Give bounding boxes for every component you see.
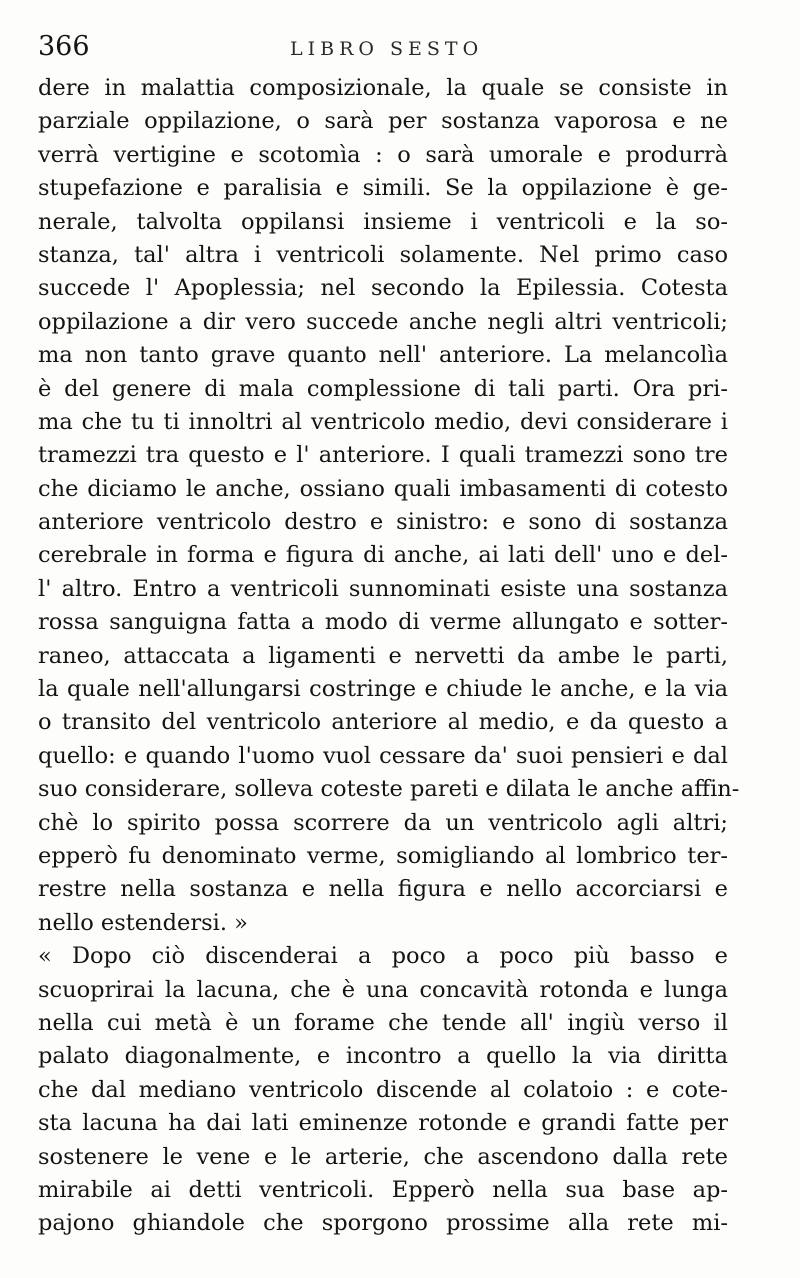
text-line: che diciamo le anche, ossiano quali imbasamenti di cotesto [38, 475, 728, 502]
text-line: stupefazione e paralisia e simili. Se la oppilazione è ge- [38, 175, 728, 202]
text-line: restre nella sostanza e nella figura e nello accorciarsi e [38, 876, 728, 903]
text-line: la quale nell'allungarsi costringe e chiude le anche, e la via [38, 676, 728, 703]
text-line: che dal mediano ventricolo discende al colatoio : e cote- [38, 1076, 728, 1103]
text-line: succede l' Apoplessia; nel secondo la Epilessia. Cotesta [38, 275, 728, 302]
text-line: suo considerare, solleva coteste pareti e dilata le anche affin- [38, 776, 740, 803]
text-line: scuoprirai la lacuna, che è una concavità rotonda e lunga [38, 976, 728, 1003]
page-number: 366 [38, 31, 90, 62]
running-head [38, 30, 738, 64]
text-line: o transito del ventricolo anteriore al medio, e da questo a [38, 709, 728, 736]
text-line: ma non tanto grave quanto nell' anteriore. La melancolìa [38, 342, 728, 369]
text-line: cerebrale in forma e figura di anche, ai lati dell' uno e del- [38, 542, 728, 569]
text-line: sostenere le vene e le arterie, che ascendono dalla rete [38, 1143, 728, 1170]
text-line: parziale oppilazione, o sarà per sostanza vaporosa e ne [38, 108, 728, 135]
text-line: pajono ghiandole che sporgono prossime alla rete mi- [38, 1210, 728, 1237]
text-line: sta lacuna ha dai lati eminenze rotonde e grandi fatte per [38, 1110, 728, 1137]
text-line: nella cui metà è un forame che tende all' ingiù verso il [38, 1009, 728, 1036]
text-line: quello: e quando l'uomo vuol cessare da' suoi pensieri e dal [38, 742, 728, 769]
text-line: chè lo spirito possa scorrere da un ventricolo agli altri; [38, 809, 728, 836]
text-line: oppilazione a dir vero succede anche negli altri ventricoli; [38, 308, 728, 335]
text-line: verrà vertigine e scotomìa : o sarà umorale e produrrà [38, 141, 728, 168]
text-line: « Dopo ciò discenderai a poco a poco più basso e [38, 943, 728, 970]
text-line: tramezzi tra questo e l' anteriore. I quali tramezzi sono tre [38, 442, 728, 469]
text-line-paragraph-end: nello estendersi. » [38, 909, 248, 936]
text-line: stanza, tal' altra i ventricoli solamente. Nel primo caso [38, 241, 728, 268]
text-line: rossa sanguigna fatta a modo di verme allungato e sotter- [38, 609, 728, 636]
text-line: l' altro. Entro a ventricoli sunnominati esiste una sostanza [38, 575, 728, 602]
text-line: palato diagonalmente, e incontro a quello la via diritta [38, 1043, 728, 1070]
running-title: LIBRO SESTO [290, 38, 484, 60]
text-line: ma che tu ti innoltri al ventricolo medio, devi considerare i [38, 408, 728, 435]
text-line: è del genere di mala complessione di tali parti. Ora pri- [38, 375, 728, 402]
text-line: epperò fu denominato verme, somigliando al lombrico ter- [38, 842, 728, 869]
text-line: raneo, attaccata a ligamenti e nervetti da ambe le parti, [38, 642, 728, 669]
body-text [38, 72, 740, 1241]
text-line: nerale, talvolta oppilansi insieme i ventricoli e la so- [38, 208, 728, 235]
text-line: mirabile ai detti ventricoli. Epperò nella sua base ap- [38, 1176, 728, 1203]
text-line: dere in malattia composizionale, la quale se consiste in [38, 75, 728, 101]
text-line: anteriore ventricolo destro e sinistro: e sono di sostanza [38, 509, 728, 536]
